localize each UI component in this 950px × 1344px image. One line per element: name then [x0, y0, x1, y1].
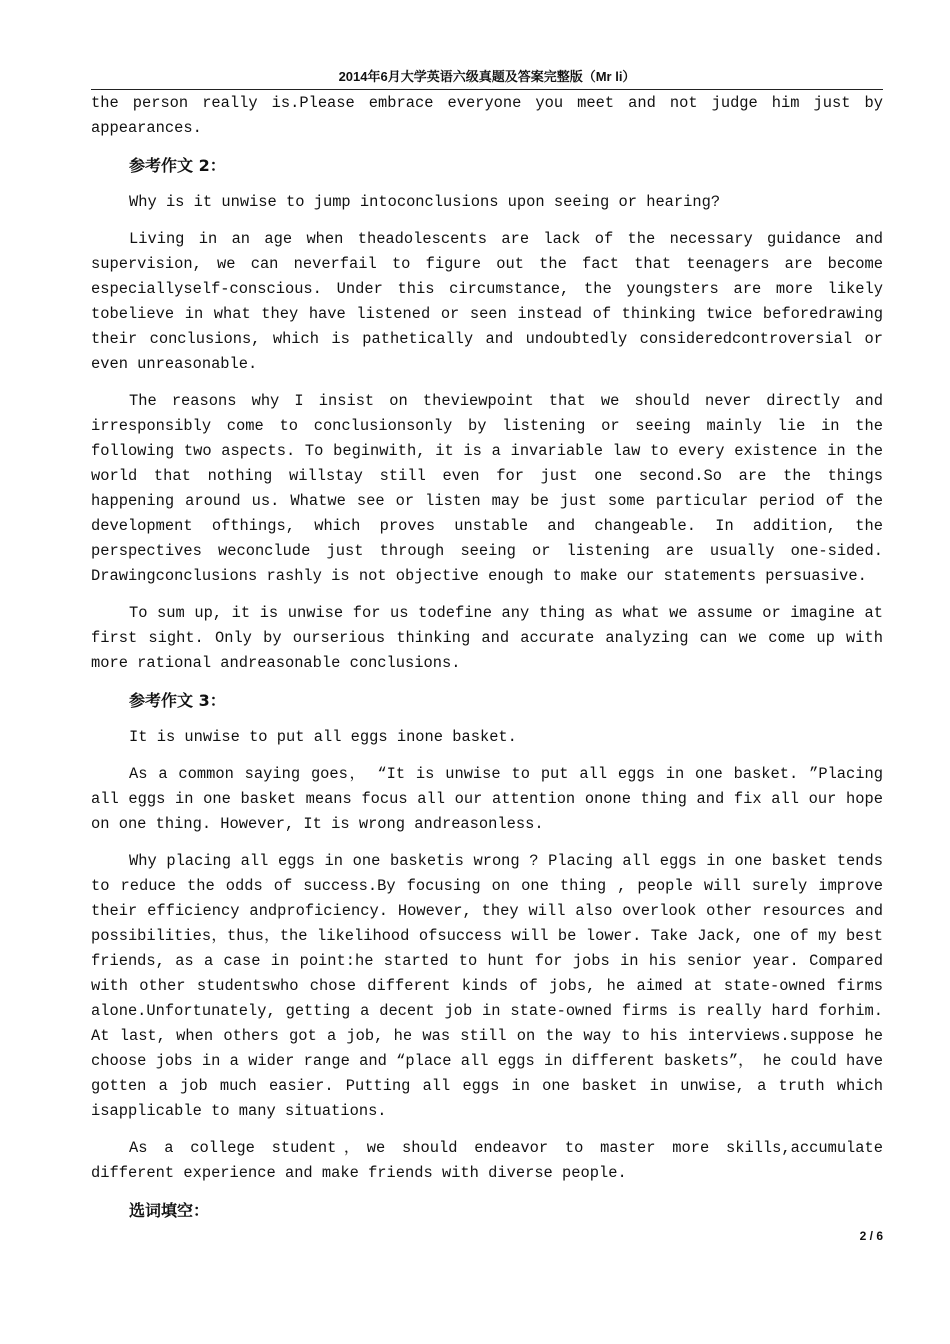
document-title: 2014年6月大学英语六级真题及答案完整版（Mr li） — [338, 69, 636, 84]
text-paragraph: the person really is.Please embrace everyone you meet and not judge him just by appearances. — [91, 94, 883, 137]
section-heading: 参考作文 3： — [129, 691, 226, 710]
text-paragraph: As a common saying goes， “It is unwise to put all eggs in one basket. ”Placing all eggs in one basket means focus all our attention onone thing and fix all our hope on one thing. However, It is wrong andreasonless. — [91, 765, 883, 833]
text-paragraph: Why placing all eggs in one basketis wrong ? Placing all eggs in one basket tends to reduce the odds of success.By focusing on one thing , people will surely improve their efficiency andproficiency. However, they will also overlook other resources and possibilities，thus，the likelihood ofsuccess will be lower. Take Jack, one of my best friends, as a case in point:he started to hunt for jobs in his senior year. Compared with other studentswho chose different kinds of jobs, he aimed at state-owned firms alone.Unfortunately, getting a decent job in state-owned firms is really hard forhim. At last, when others got a job, he was still on the way to his interviews.suppose he choose jobs in a wider range and “place all eggs in different baskets”， he could have gotten a job much easier. Putting all eggs in one basket in unwise, a truth which isapplicable to many situations. — [91, 852, 883, 1120]
essay-title: Why is it unwise to jump intoconclusions upon seeing or hearing? — [129, 193, 721, 211]
text-paragraph: The reasons why I insist on theviewpoint that we should never directly and irresponsibly come to conclusionsonly by listening or seeing mainly lie in the following two aspects. To beginwith, it is a invariable law to every existence in the world that nothing willstay still even for just one second.So are the things happening around us. Whatwe see or listen may be just some particular period of the development ofthings, which proves unstable and changeable. In addition, the perspectives weconclude just through seeing or listening are usually one-sided. Drawingconclusions rashly is not objective enough to make our statements persuasive. — [91, 392, 883, 585]
section-heading: 选词填空： — [129, 1201, 210, 1220]
document-body — [91, 91, 883, 1235]
page-header — [91, 68, 883, 90]
text-paragraph: Living in an age when theadolescents are lack of the necessary guidance and supervision, we can neverfail to figure out the fact that teenagers are become especiallyself-conscious. Under this circumstance, the youngsters are more likely tobelieve in what they have listened or seen instead of thinking twice beforedrawing their conclusions, which is pathetically and undoubtedly consideredcontroversial or even unreasonable. — [91, 230, 883, 373]
section-heading: 参考作文 2： — [129, 156, 226, 175]
page-number: 2 / 6 — [859, 1229, 883, 1243]
text-paragraph: To sum up, it is unwise for us todefine any thing as what we assume or imagine at first sight. Only by ourserious thinking and accurate analyzing can we come up with more rational andreasonable conclusions. — [91, 604, 883, 672]
text-paragraph: As a college student，we should endeavor to master more skills,accumulate different experience and make friends with diverse people. — [91, 1139, 883, 1182]
essay-title: It is unwise to put all eggs inone basket. — [129, 728, 517, 746]
